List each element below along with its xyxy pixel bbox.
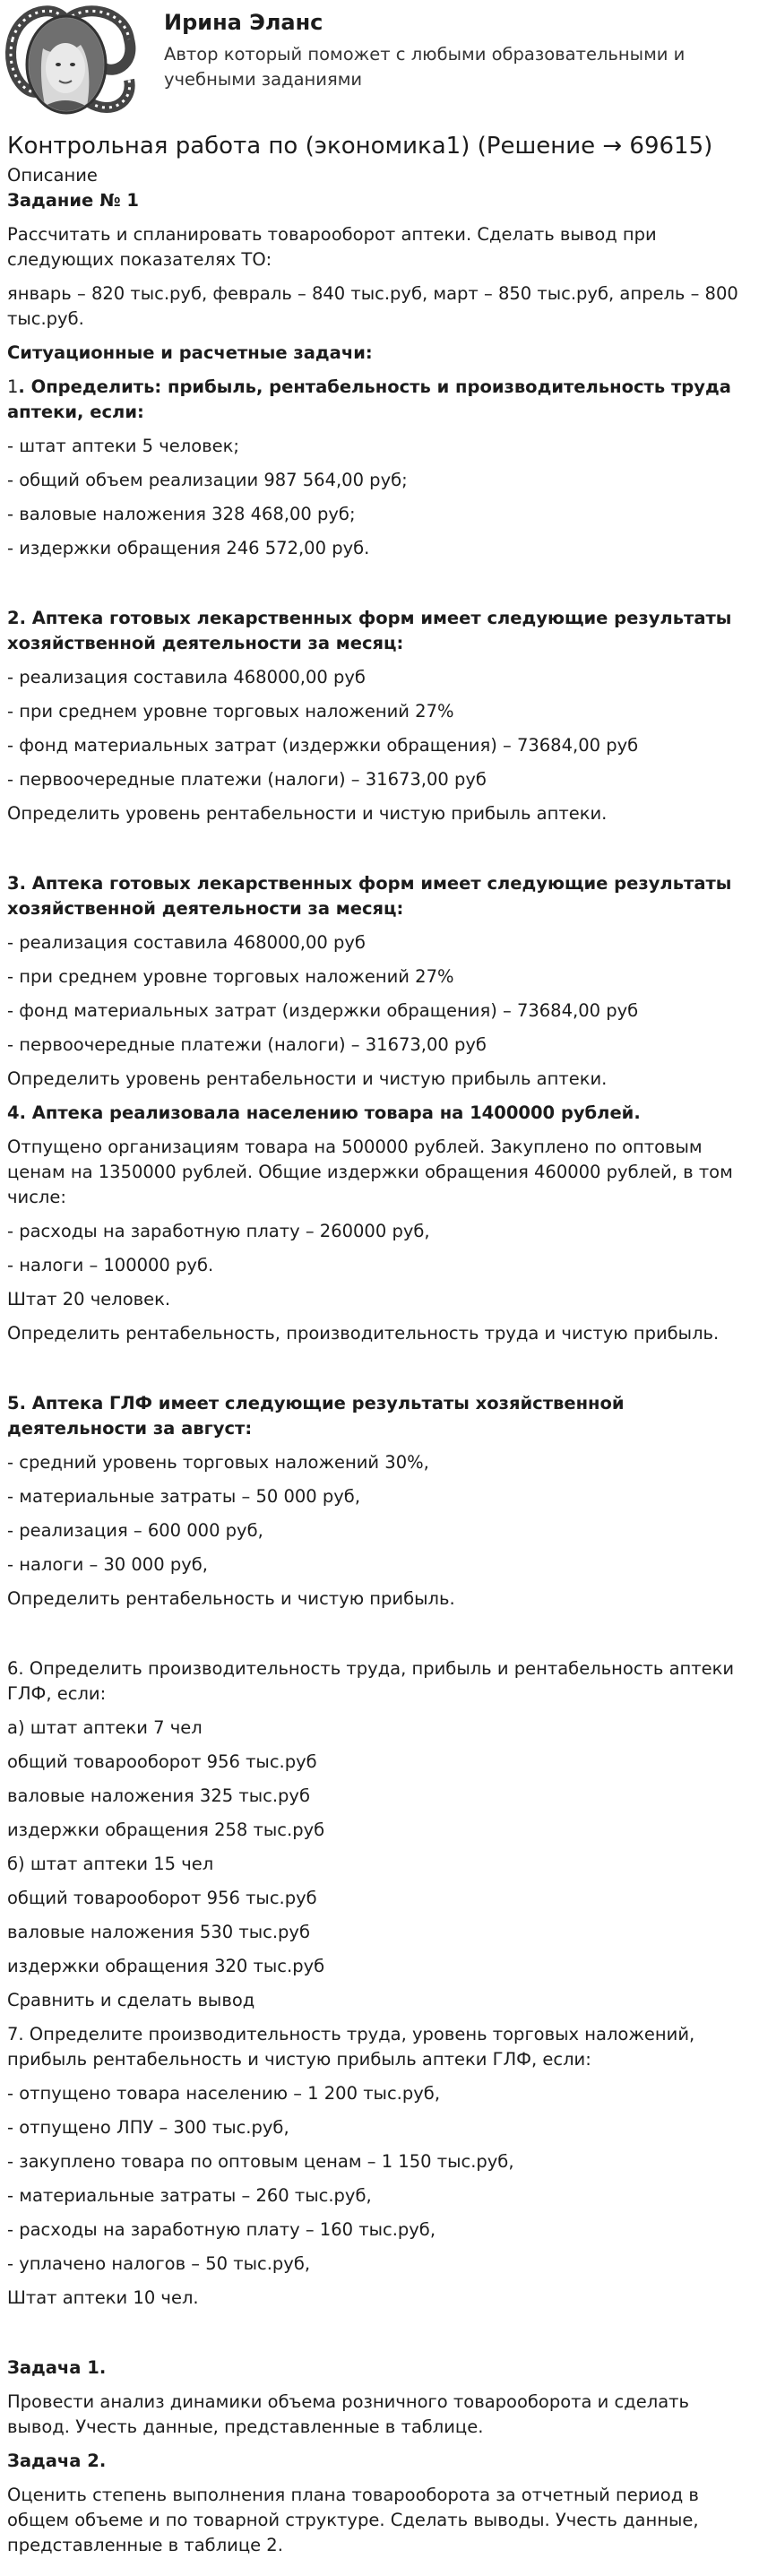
q3-item: - первоочередные платежи (налоги) – 31673,00 руб: [7, 1034, 487, 1055]
q4-item: - расходы на заработную плату – 260000 руб,: [7, 1221, 430, 1241]
avatar-image: [4, 4, 138, 120]
q4-text: Отпущено организациям товара на 500000 рублей. Закуплено по оптовым ценам на 1350000 рублей. Общие издержки обращения 460000 рублей, в том числе:: [7, 1137, 733, 1207]
q2-item: - фонд материальных затрат (издержки обращения) – 73684,00 руб: [7, 735, 639, 756]
avatar[interactable]: [4, 4, 138, 120]
q7-item: - закуплено товара по оптовым ценам – 1 150 тыс.руб,: [7, 2151, 514, 2172]
situational-heading: Ситуационные и расчетные задачи:: [7, 342, 373, 363]
q7-item: - расходы на заработную плату – 160 тыс.руб,: [7, 2219, 436, 2240]
document-body: [7, 163, 751, 2558]
q2-item: - реализация составила 468000,00 руб: [7, 667, 366, 687]
q1-item: - штат аптеки 5 человек;: [7, 436, 240, 456]
q5-item: - средний уровень торговых наложений 30%,: [7, 1452, 429, 1473]
q1-item: - общий объем реализации 987 564,00 руб;: [7, 470, 408, 490]
q6-heading: 6. Определить производительность труда, прибыль и рентабельность аптеки ГЛФ, если:: [7, 1658, 735, 1704]
q6-item: а) штат аптеки 7 чел: [7, 1717, 203, 1738]
author-name[interactable]: Ирина Эланс: [164, 10, 323, 35]
q6-item: общий товарооборот 956 тыс.руб: [7, 1751, 317, 1772]
description-label: Описание: [7, 165, 98, 186]
q6-item: б) штат аптеки 15 чел: [7, 1854, 214, 1874]
q3-item: - фонд материальных затрат (издержки обращения) – 73684,00 руб: [7, 1000, 639, 1021]
q1-heading: [7, 375, 751, 425]
q7-item: - отпущено товара населению – 1 200 тыс.руб,: [7, 2083, 441, 2104]
q1-number: 1: [7, 376, 19, 397]
q3-heading: 3. Аптека готовых лекарственных форм имеет следующие результаты хозяйственной деятельности за месяц:: [7, 873, 732, 919]
q4-staff: Штат 20 человек.: [7, 1289, 171, 1310]
q2-item: - первоочередные платежи (налоги) – 31673,00 руб: [7, 769, 487, 790]
q6-item: валовые наложения 530 тыс.руб: [7, 1922, 310, 1942]
author-description: Автор который поможет с любыми образовательными и учебными заданиями: [164, 44, 686, 90]
task-a-heading: Задача 1.: [7, 2357, 107, 2378]
q5-item: - материальные затраты – 50 000 руб,: [7, 1486, 361, 1507]
q6-item: Сравнить и сделать вывод: [7, 1990, 255, 2010]
task-b-heading: Задача 2.: [7, 2451, 107, 2471]
q3-conclusion: Определить уровень рентабельности и чистую прибыль аптеки.: [7, 1068, 608, 1089]
q6-item: издержки обращения 258 тыс.руб: [7, 1820, 325, 1840]
q4-conclusion: Определить рентабельность, производительность труда и чистую прибыль.: [7, 1323, 720, 1344]
q5-item: - реализация – 600 000 руб,: [7, 1520, 263, 1541]
q4-item: - налоги – 100000 руб.: [7, 1255, 214, 1275]
page-title: Контрольная работа по (экономика1) (Решение → 69615): [7, 133, 713, 160]
q3-item: - при среднем уровне торговых наложений 27%: [7, 966, 454, 987]
q1-item: - валовые наложения 328 468,00 руб;: [7, 504, 356, 524]
q5-item: - налоги – 30 000 руб,: [7, 1554, 208, 1575]
author-header: [0, 0, 759, 134]
q1-item: - издержки обращения 246 572,00 руб.: [7, 538, 370, 558]
q1-heading-text: . Определить: прибыль, рентабельность и производительность труда аптеки, если:: [7, 376, 731, 422]
task-b-text: Оценить степень выполнения плана товарооборота за отчетный период в общем объеме и по товарной структуре. Сделать выводы. Учесть данные, представленные в таблице 2.: [7, 2485, 699, 2555]
q3-item: - реализация составила 468000,00 руб: [7, 932, 366, 953]
q7-item: - материальные затраты – 260 тыс.руб,: [7, 2185, 372, 2206]
q6-item: издержки обращения 320 тыс.руб: [7, 1956, 325, 1976]
q6-item: валовые наложения 325 тыс.руб: [7, 1785, 310, 1806]
q4-heading: 4. Аптека реализовала населению товара на 1400000 рублей.: [7, 1102, 641, 1123]
task-a-text: Провести анализ динамики объема розничного товарооборота и сделать вывод. Учесть данные, представленные в таблице.: [7, 2391, 689, 2437]
q7-item: - отпущено ЛПУ – 300 тыс.руб,: [7, 2117, 289, 2138]
q6-item: общий товарооборот 956 тыс.руб: [7, 1888, 317, 1908]
task1-values: январь – 820 тыс.руб, февраль – 840 тыс.руб, март – 850 тыс.руб, апрель – 800 тыс.руб.: [7, 283, 738, 329]
q7-heading: 7. Определите производительность труда, уровень торговых наложений, прибыль рентабельность и чистую прибыль аптеки ГЛФ, если:: [7, 2024, 695, 2070]
q5-heading: 5. Аптека ГЛФ имеет следующие результаты хозяйственной деятельности за август:: [7, 1393, 625, 1439]
q5-conclusion: Определить рентабельность и чистую прибыль.: [7, 1588, 455, 1609]
q2-conclusion: Определить уровень рентабельности и чистую прибыль аптеки.: [7, 803, 608, 824]
q7-staff: Штат аптеки 10 чел.: [7, 2287, 199, 2308]
q7-item: - уплачено налогов – 50 тыс.руб,: [7, 2253, 311, 2274]
q2-heading: 2. Аптека готовых лекарственных форм имеет следующие результаты хозяйственной деятельности за месяц:: [7, 608, 732, 653]
task1-text: Рассчитать и спланировать товарооборот аптеки. Сделать вывод при следующих показателях ТО:: [7, 224, 657, 270]
task-heading: Задание № 1: [7, 190, 139, 211]
q2-item: - при среднем уровне торговых наложений 27%: [7, 701, 454, 722]
